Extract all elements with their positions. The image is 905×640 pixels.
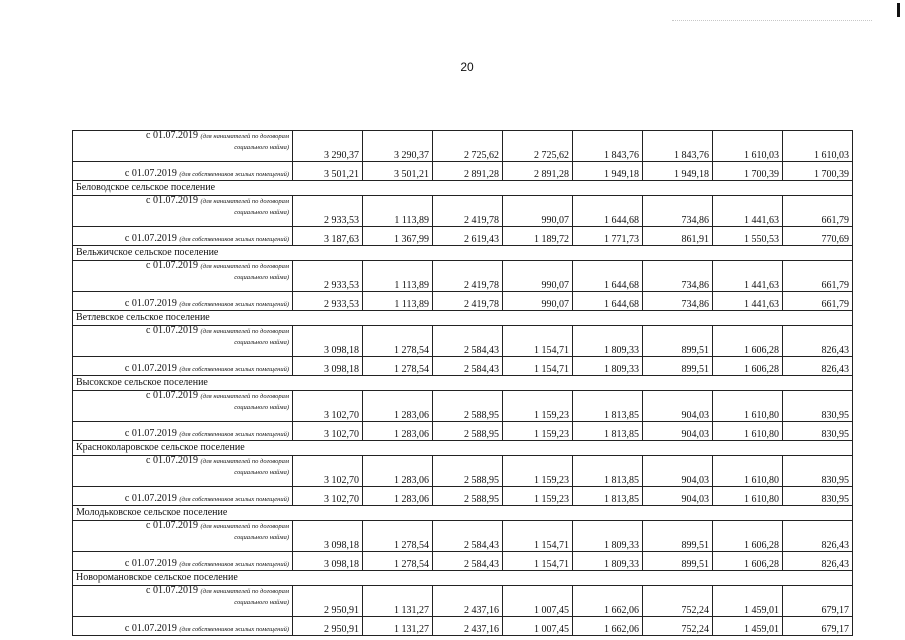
- tariff-value-cell: 1 949,18: [573, 162, 643, 181]
- tariff-value-cell: 1 113,89: [363, 261, 433, 292]
- tariff-value-cell: 1 771,73: [573, 227, 643, 246]
- tariff-value-cell: 1 131,27: [363, 586, 433, 617]
- row-label: [73, 261, 293, 292]
- tariff-value-cell: 2 725,62: [433, 131, 503, 162]
- row-note-line1: (для нанимателей по договорам: [200, 328, 289, 335]
- row-date: с 01.07.2019: [146, 325, 198, 336]
- tariff-value-cell: 2 891,28: [503, 162, 573, 181]
- row-date: с 01.07.2019: [146, 130, 198, 141]
- section-row: [73, 571, 853, 586]
- row-note-line2: социального найма): [234, 209, 289, 216]
- owner-tariff-row: [73, 487, 853, 506]
- tariff-value-cell: 2 950,91: [293, 617, 363, 636]
- row-date: с 01.07.2019: [124, 298, 177, 309]
- row-label: [73, 196, 293, 227]
- tariff-value-cell: 1 278,54: [363, 326, 433, 357]
- tariff-value-cell: 904,03: [643, 456, 713, 487]
- tariff-value-cell: 1 813,85: [573, 422, 643, 441]
- row-label: [73, 456, 293, 487]
- tariff-value-cell: 904,03: [643, 391, 713, 422]
- tariff-value-cell: 1 159,23: [503, 422, 573, 441]
- row-label: [73, 227, 293, 246]
- renter-tariff-row: [73, 521, 853, 552]
- tariff-value-cell: 770,69: [783, 227, 853, 246]
- owner-tariff-row: [73, 227, 853, 246]
- page-number: 20: [460, 60, 474, 74]
- tariff-value-cell: 1 278,54: [363, 521, 433, 552]
- row-date: с 01.07.2019: [146, 455, 198, 466]
- tariff-value-cell: 861,91: [643, 227, 713, 246]
- tariff-value-cell: 1 283,06: [363, 487, 433, 506]
- tariff-value-cell: 3 102,70: [293, 487, 363, 506]
- tariff-value-cell: 1 813,85: [573, 456, 643, 487]
- tariff-value-cell: 2 891,28: [433, 162, 503, 181]
- tariff-value-cell: 3 102,70: [293, 456, 363, 487]
- row-note: (для собственников жилых помещений): [179, 496, 289, 503]
- tariff-value-cell: 3 501,21: [293, 162, 363, 181]
- row-label: [73, 422, 293, 441]
- tariff-value-cell: 3 102,70: [293, 391, 363, 422]
- tariff-value-cell: 1 441,63: [713, 196, 783, 227]
- row-date: с 01.07.2019: [124, 623, 177, 634]
- scan-artifact-line: [672, 20, 872, 22]
- tariff-value-cell: 679,17: [783, 617, 853, 636]
- tariff-value-cell: 1 113,89: [363, 196, 433, 227]
- renter-tariff-row: [73, 261, 853, 292]
- section-row: [73, 376, 853, 391]
- tariff-value-cell: 904,03: [643, 487, 713, 506]
- tariff-value-cell: 1 809,33: [573, 521, 643, 552]
- tariff-value-cell: 1 606,28: [713, 521, 783, 552]
- row-note-line2: социального найма): [234, 144, 289, 151]
- tariff-value-cell: 1 610,80: [713, 391, 783, 422]
- tariff-value-cell: 1 644,68: [573, 292, 643, 311]
- tariff-value-cell: 1 459,01: [713, 586, 783, 617]
- row-note-line1: (для нанимателей по договорам: [200, 263, 289, 270]
- tariff-value-cell: 830,95: [783, 487, 853, 506]
- tariff-value-cell: 1 843,76: [643, 131, 713, 162]
- row-note: (для собственников жилых помещений): [179, 626, 289, 633]
- tariff-value-cell: 2 933,53: [293, 261, 363, 292]
- tariff-value-cell: 2 419,78: [433, 196, 503, 227]
- row-note-line1: (для нанимателей по договорам: [200, 523, 289, 530]
- row-date: с 01.07.2019: [124, 363, 177, 374]
- tariff-value-cell: 2 588,95: [433, 487, 503, 506]
- tariff-value-cell: 826,43: [783, 552, 853, 571]
- scan-corner-mark: [897, 3, 900, 17]
- tariff-value-cell: 2 933,53: [293, 196, 363, 227]
- tariff-value-cell: 1 283,06: [363, 391, 433, 422]
- owner-tariff-row: [73, 552, 853, 571]
- tariff-value-cell: 3 290,37: [293, 131, 363, 162]
- row-label: [73, 487, 293, 506]
- tariff-value-cell: 1 159,23: [503, 456, 573, 487]
- row-note-line2: социального найма): [234, 274, 289, 281]
- tariff-value-cell: 1 644,68: [573, 261, 643, 292]
- section-row: [73, 311, 853, 326]
- tariff-value-cell: 1 949,18: [643, 162, 713, 181]
- section-title: Беловодское сельское поселение: [73, 181, 853, 196]
- tariff-value-cell: 3 098,18: [293, 357, 363, 376]
- section-title: Молодьковское сельское поселение: [73, 506, 853, 521]
- tariff-table-body: [73, 131, 853, 636]
- tariff-value-cell: 826,43: [783, 357, 853, 376]
- tariff-value-cell: 734,86: [643, 292, 713, 311]
- row-note: (для собственников жилых помещений): [179, 171, 289, 178]
- row-note-line1: (для нанимателей по договорам: [200, 393, 289, 400]
- tariff-value-cell: 1 606,28: [713, 326, 783, 357]
- tariff-value-cell: 1 700,39: [783, 162, 853, 181]
- row-label: [73, 326, 293, 357]
- row-date: с 01.07.2019: [146, 260, 198, 271]
- tariff-value-cell: 1 159,23: [503, 391, 573, 422]
- tariff-value-cell: 2 584,43: [433, 552, 503, 571]
- tariff-value-cell: 1 606,28: [713, 552, 783, 571]
- section-title: Красноколаровское сельское поселение: [73, 441, 853, 456]
- tariff-value-cell: 899,51: [643, 326, 713, 357]
- row-note-line1: (для нанимателей по договорам: [200, 133, 289, 140]
- tariff-value-cell: 1 189,72: [503, 227, 573, 246]
- row-label: [73, 162, 293, 181]
- row-date: с 01.07.2019: [124, 558, 177, 569]
- tariff-value-cell: 2 725,62: [503, 131, 573, 162]
- row-label: [73, 552, 293, 571]
- owner-tariff-row: [73, 162, 853, 181]
- row-date: с 01.07.2019: [124, 168, 177, 179]
- tariff-value-cell: 1 154,71: [503, 552, 573, 571]
- row-label: [73, 391, 293, 422]
- section-row: [73, 506, 853, 521]
- owner-tariff-row: [73, 357, 853, 376]
- section-row: [73, 181, 853, 196]
- owner-tariff-row: [73, 617, 853, 636]
- tariff-value-cell: 2 437,16: [433, 586, 503, 617]
- tariff-value-cell: 2 588,95: [433, 456, 503, 487]
- tariff-value-cell: 1 441,63: [713, 292, 783, 311]
- row-label: [73, 586, 293, 617]
- row-date: с 01.07.2019: [124, 428, 177, 439]
- tariff-value-cell: 661,79: [783, 196, 853, 227]
- section-title: Вельжичское сельское поселение: [73, 246, 853, 261]
- row-label: [73, 357, 293, 376]
- row-label: [73, 131, 293, 162]
- tariff-value-cell: 1 441,63: [713, 261, 783, 292]
- tariff-value-cell: 1 813,85: [573, 391, 643, 422]
- tariff-value-cell: 1 843,76: [573, 131, 643, 162]
- row-date: с 01.07.2019: [146, 520, 198, 531]
- tariff-value-cell: 899,51: [643, 552, 713, 571]
- tariff-value-cell: 1 007,45: [503, 617, 573, 636]
- section-title: Новоромановское сельское поселение: [73, 571, 853, 586]
- tariff-value-cell: 1 283,06: [363, 456, 433, 487]
- tariff-value-cell: 1 809,33: [573, 326, 643, 357]
- row-date: с 01.07.2019: [146, 195, 198, 206]
- tariff-value-cell: 3 098,18: [293, 552, 363, 571]
- tariff-value-cell: 3 102,70: [293, 422, 363, 441]
- tariff-value-cell: 899,51: [643, 521, 713, 552]
- tariff-value-cell: 1 606,28: [713, 357, 783, 376]
- tariff-value-cell: 1 610,80: [713, 487, 783, 506]
- tariff-value-cell: 2 933,53: [293, 292, 363, 311]
- tariff-value-cell: 734,86: [643, 196, 713, 227]
- tariff-value-cell: 2 584,43: [433, 521, 503, 552]
- tariff-value-cell: 830,95: [783, 456, 853, 487]
- renter-tariff-row: [73, 391, 853, 422]
- tariff-value-cell: 2 419,78: [433, 261, 503, 292]
- tariff-value-cell: 1 813,85: [573, 487, 643, 506]
- renter-tariff-row: [73, 196, 853, 227]
- tariff-value-cell: 904,03: [643, 422, 713, 441]
- row-date: с 01.07.2019: [124, 233, 177, 244]
- tariff-value-cell: 990,07: [503, 292, 573, 311]
- tariff-value-cell: 1 159,23: [503, 487, 573, 506]
- tariff-value-cell: 1 278,54: [363, 357, 433, 376]
- row-label: [73, 292, 293, 311]
- tariff-value-cell: 1 283,06: [363, 422, 433, 441]
- tariff-value-cell: 679,17: [783, 586, 853, 617]
- row-note: (для собственников жилых помещений): [179, 561, 289, 568]
- tariff-value-cell: 990,07: [503, 261, 573, 292]
- tariff-value-cell: 1 154,71: [503, 326, 573, 357]
- tariff-value-cell: 1 131,27: [363, 617, 433, 636]
- row-note-line2: социального найма): [234, 404, 289, 411]
- tariff-value-cell: 1 278,54: [363, 552, 433, 571]
- tariff-value-cell: 1 007,45: [503, 586, 573, 617]
- row-note-line1: (для нанимателей по договорам: [200, 458, 289, 465]
- row-note: (для собственников жилых помещений): [179, 236, 289, 243]
- tariff-value-cell: 752,24: [643, 586, 713, 617]
- renter-tariff-row: [73, 586, 853, 617]
- row-note: (для собственников жилых помещений): [179, 431, 289, 438]
- section-row: [73, 246, 853, 261]
- renter-tariff-row: [73, 326, 853, 357]
- row-note-line2: социального найма): [234, 469, 289, 476]
- tariff-value-cell: 826,43: [783, 326, 853, 357]
- row-note-line1: (для нанимателей по договорам: [200, 198, 289, 205]
- row-note-line2: социального найма): [234, 599, 289, 606]
- owner-tariff-row: [73, 292, 853, 311]
- row-label: [73, 617, 293, 636]
- tariff-value-cell: 826,43: [783, 521, 853, 552]
- tariff-value-cell: 2 950,91: [293, 586, 363, 617]
- tariff-value-cell: 661,79: [783, 261, 853, 292]
- tariff-value-cell: 1 550,53: [713, 227, 783, 246]
- tariff-value-cell: 2 588,95: [433, 391, 503, 422]
- row-note-line2: социального найма): [234, 339, 289, 346]
- renter-tariff-row: [73, 131, 853, 162]
- tariff-value-cell: 990,07: [503, 196, 573, 227]
- tariff-value-cell: 830,95: [783, 422, 853, 441]
- tariff-value-cell: 1 809,33: [573, 357, 643, 376]
- tariff-value-cell: 3 098,18: [293, 521, 363, 552]
- tariff-value-cell: 3 501,21: [363, 162, 433, 181]
- tariff-value-cell: 1 700,39: [713, 162, 783, 181]
- tariff-value-cell: 1 809,33: [573, 552, 643, 571]
- tariff-value-cell: 2 619,43: [433, 227, 503, 246]
- tariff-value-cell: 830,95: [783, 391, 853, 422]
- tariff-value-cell: 2 437,16: [433, 617, 503, 636]
- tariff-value-cell: 1 610,80: [713, 456, 783, 487]
- row-note-line2: социального найма): [234, 534, 289, 541]
- tariff-value-cell: 2 588,95: [433, 422, 503, 441]
- tariff-value-cell: 2 584,43: [433, 326, 503, 357]
- row-date: с 01.07.2019: [124, 493, 177, 504]
- tariff-value-cell: 1 610,03: [783, 131, 853, 162]
- tariff-value-cell: 661,79: [783, 292, 853, 311]
- tariff-value-cell: 2 584,43: [433, 357, 503, 376]
- tariff-value-cell: 1 662,06: [573, 617, 643, 636]
- tariff-value-cell: 1 113,89: [363, 292, 433, 311]
- tariff-value-cell: 3 098,18: [293, 326, 363, 357]
- row-note: (для собственников жилых помещений): [179, 366, 289, 373]
- tariff-value-cell: 3 290,37: [363, 131, 433, 162]
- tariff-value-cell: 1 662,06: [573, 586, 643, 617]
- tariff-value-cell: 1 610,03: [713, 131, 783, 162]
- section-title: Ветлевское сельское поселение: [73, 311, 853, 326]
- tariff-table: [72, 130, 853, 636]
- owner-tariff-row: [73, 422, 853, 441]
- tariff-value-cell: 3 187,63: [293, 227, 363, 246]
- tariff-value-cell: 1 154,71: [503, 521, 573, 552]
- tariff-value-cell: 1 459,01: [713, 617, 783, 636]
- row-label: [73, 521, 293, 552]
- renter-tariff-row: [73, 456, 853, 487]
- tariff-value-cell: 1 367,99: [363, 227, 433, 246]
- tariff-value-cell: 1 644,68: [573, 196, 643, 227]
- row-date: с 01.07.2019: [146, 390, 198, 401]
- row-note: (для собственников жилых помещений): [179, 301, 289, 308]
- tariff-value-cell: 752,24: [643, 617, 713, 636]
- tariff-value-cell: 1 610,80: [713, 422, 783, 441]
- tariff-value-cell: 1 154,71: [503, 357, 573, 376]
- section-title: Высокское сельское поселение: [73, 376, 853, 391]
- row-note-line1: (для нанимателей по договорам: [200, 588, 289, 595]
- section-row: [73, 441, 853, 456]
- tariff-value-cell: 899,51: [643, 357, 713, 376]
- tariff-value-cell: 734,86: [643, 261, 713, 292]
- tariff-value-cell: 2 419,78: [433, 292, 503, 311]
- row-date: с 01.07.2019: [146, 585, 198, 596]
